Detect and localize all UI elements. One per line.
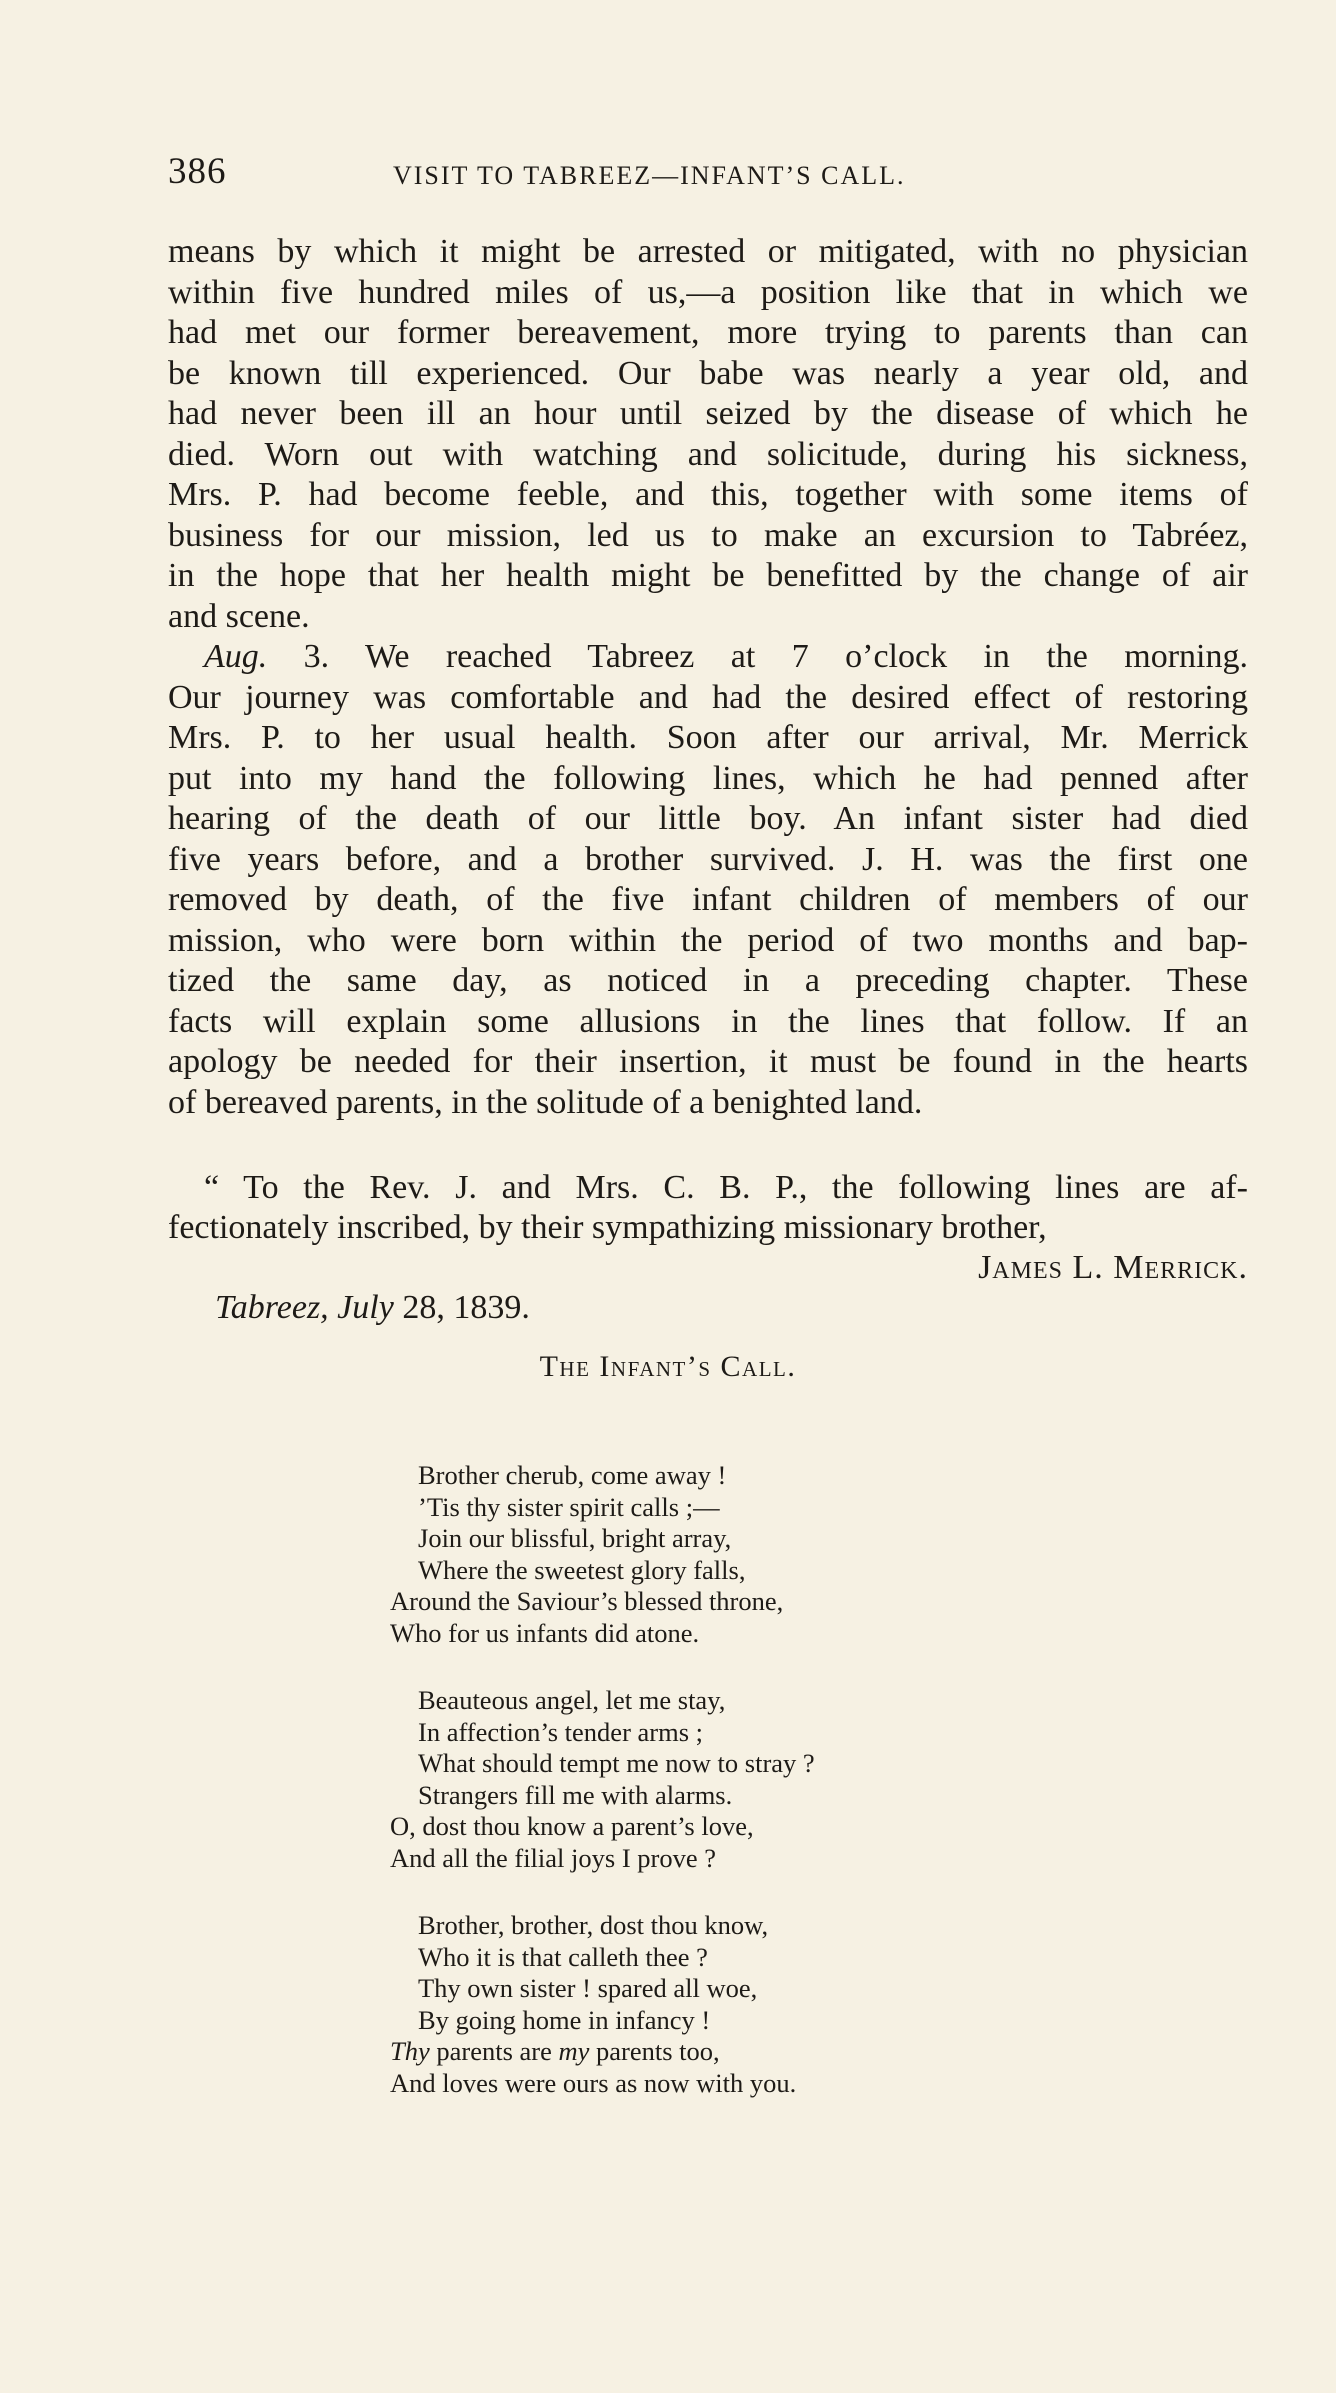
body-line: in the hope that her health might be benefitted by the change of air — [168, 557, 1248, 594]
verse-text: parents too, — [589, 2036, 720, 2066]
poem-verse: O, dost thou know a parent’s love, — [390, 1811, 754, 1841]
poem-verse: In affection’s tender arms ; — [418, 1716, 704, 1747]
dedication-author: James L. Merrick. — [978, 1249, 1248, 1286]
poem-verse: Strangers fill me with alarms. — [418, 1779, 733, 1810]
body-line: apology be needed for their insertion, it must be found in the hearts — [168, 1043, 1248, 1080]
body-line: mission, who were born within the period of two months and bap- — [168, 921, 1248, 959]
poem-verse: Around the Saviour’s blessed throne, — [390, 1586, 784, 1616]
poem-verse: And loves were ours as now with you. — [390, 2067, 797, 2098]
body-line: had met our former bereavement, more trying to parents than can — [168, 314, 1248, 351]
body-line: of bereaved parents, in the solitude of a benighted land. — [168, 1083, 923, 1121]
poem-verse: ’Tis thy sister spirit calls ;— — [418, 1491, 720, 1522]
poem-title: The Infant’s Call. — [539, 1350, 797, 1383]
poem-verse: Thy own sister ! spared all woe, — [418, 1973, 758, 2003]
body-line: Mrs. P. had become feeble, and this, together with some items of — [168, 476, 1248, 513]
body-line: removed by death, of the five infant children of members of our — [168, 881, 1248, 918]
dedication-place-date — [168, 1288, 1248, 1328]
poem-verse: Join our blissful, bright array, — [418, 1523, 732, 1553]
dedication-line: fectionately inscribed, by their sympathizing missionary brother, — [168, 1209, 1047, 1246]
body-line: tized the same day, as noticed in a preceding chapter. These — [168, 962, 1248, 999]
poem-verse: Beauteous angel, let me stay, — [418, 1685, 726, 1715]
place-date-number: 28, 1839. — [393, 1289, 530, 1326]
body-paragraph — [168, 232, 1248, 1123]
body-line: had never been ill an hour until seized by the disease of which he — [168, 395, 1248, 432]
body-line: within five hundred miles of us,—a position like that in which we — [168, 273, 1248, 311]
verse-word-italic: Thy — [390, 2036, 430, 2066]
body-line-date — [168, 637, 1248, 678]
body-line: put into my hand the following lines, which he had penned after — [168, 759, 1248, 797]
dedication-line: “ To the Rev. J. and Mrs. C. B. P., the following lines are af- — [204, 1169, 1248, 1206]
body-line: be known till experienced. Our babe was nearly a year old, and — [168, 354, 1248, 392]
body-line: hearing of the death of our little boy. An infant sister had died — [168, 800, 1248, 837]
poem-verse: Brother, brother, dost thou know, — [418, 1910, 769, 1940]
poem-stanza — [390, 1685, 1110, 1874]
body-line: Our journey was comfortable and had the desired effect of restoring — [168, 678, 1248, 716]
poem-verse: Who it is that calleth thee ? — [418, 1941, 708, 1972]
body-line: business for our mission, led us to make an excursion to Tabréez, — [168, 516, 1248, 554]
date-label: Aug. — [204, 638, 268, 675]
running-head — [168, 150, 1178, 200]
poem-verse: By going home in infancy ! — [418, 2004, 711, 2035]
poem-verse: Who for us infants did atone. — [390, 1617, 700, 1648]
date-line-text: 3. We reached Tabreez at 7 o’clock in the morning. — [267, 638, 1248, 675]
dedication — [168, 1168, 1248, 1328]
body-line: and scene. — [168, 597, 310, 635]
poem-stanza — [390, 1910, 1110, 2099]
running-title: VISIT TO TABREEZ—INFANT’S CALL. — [393, 161, 906, 190]
poem-stanza — [390, 1460, 1110, 1649]
place-date-text: Tabreez, July — [215, 1289, 394, 1326]
verse-text: parents are — [429, 2036, 559, 2066]
body-line: died. Worn out with watching and solicitude, during his sickness, — [168, 435, 1248, 473]
poem-verse: What should tempt me now to stray ? — [418, 1748, 815, 1778]
body-line: five years before, and a brother survived. J. H. was the first one — [168, 840, 1248, 878]
body-line: means by which it might be arrested or mitigated, with no physician — [168, 233, 1248, 270]
poem-verse: Brother cherub, come away ! — [418, 1460, 727, 1490]
page-number: 386 — [168, 151, 227, 192]
poem-verse-mixed — [390, 2036, 1110, 2068]
body-line: facts will explain some allusions in the lines that follow. If an — [168, 1002, 1248, 1040]
poem-verse: And all the filial joys I prove ? — [390, 1842, 717, 1873]
verse-word-italic: my — [558, 2036, 590, 2066]
body-line: Mrs. P. to her usual health. Soon after our arrival, Mr. Merrick — [168, 719, 1248, 756]
poem-verse: Where the sweetest glory falls, — [418, 1554, 746, 1585]
